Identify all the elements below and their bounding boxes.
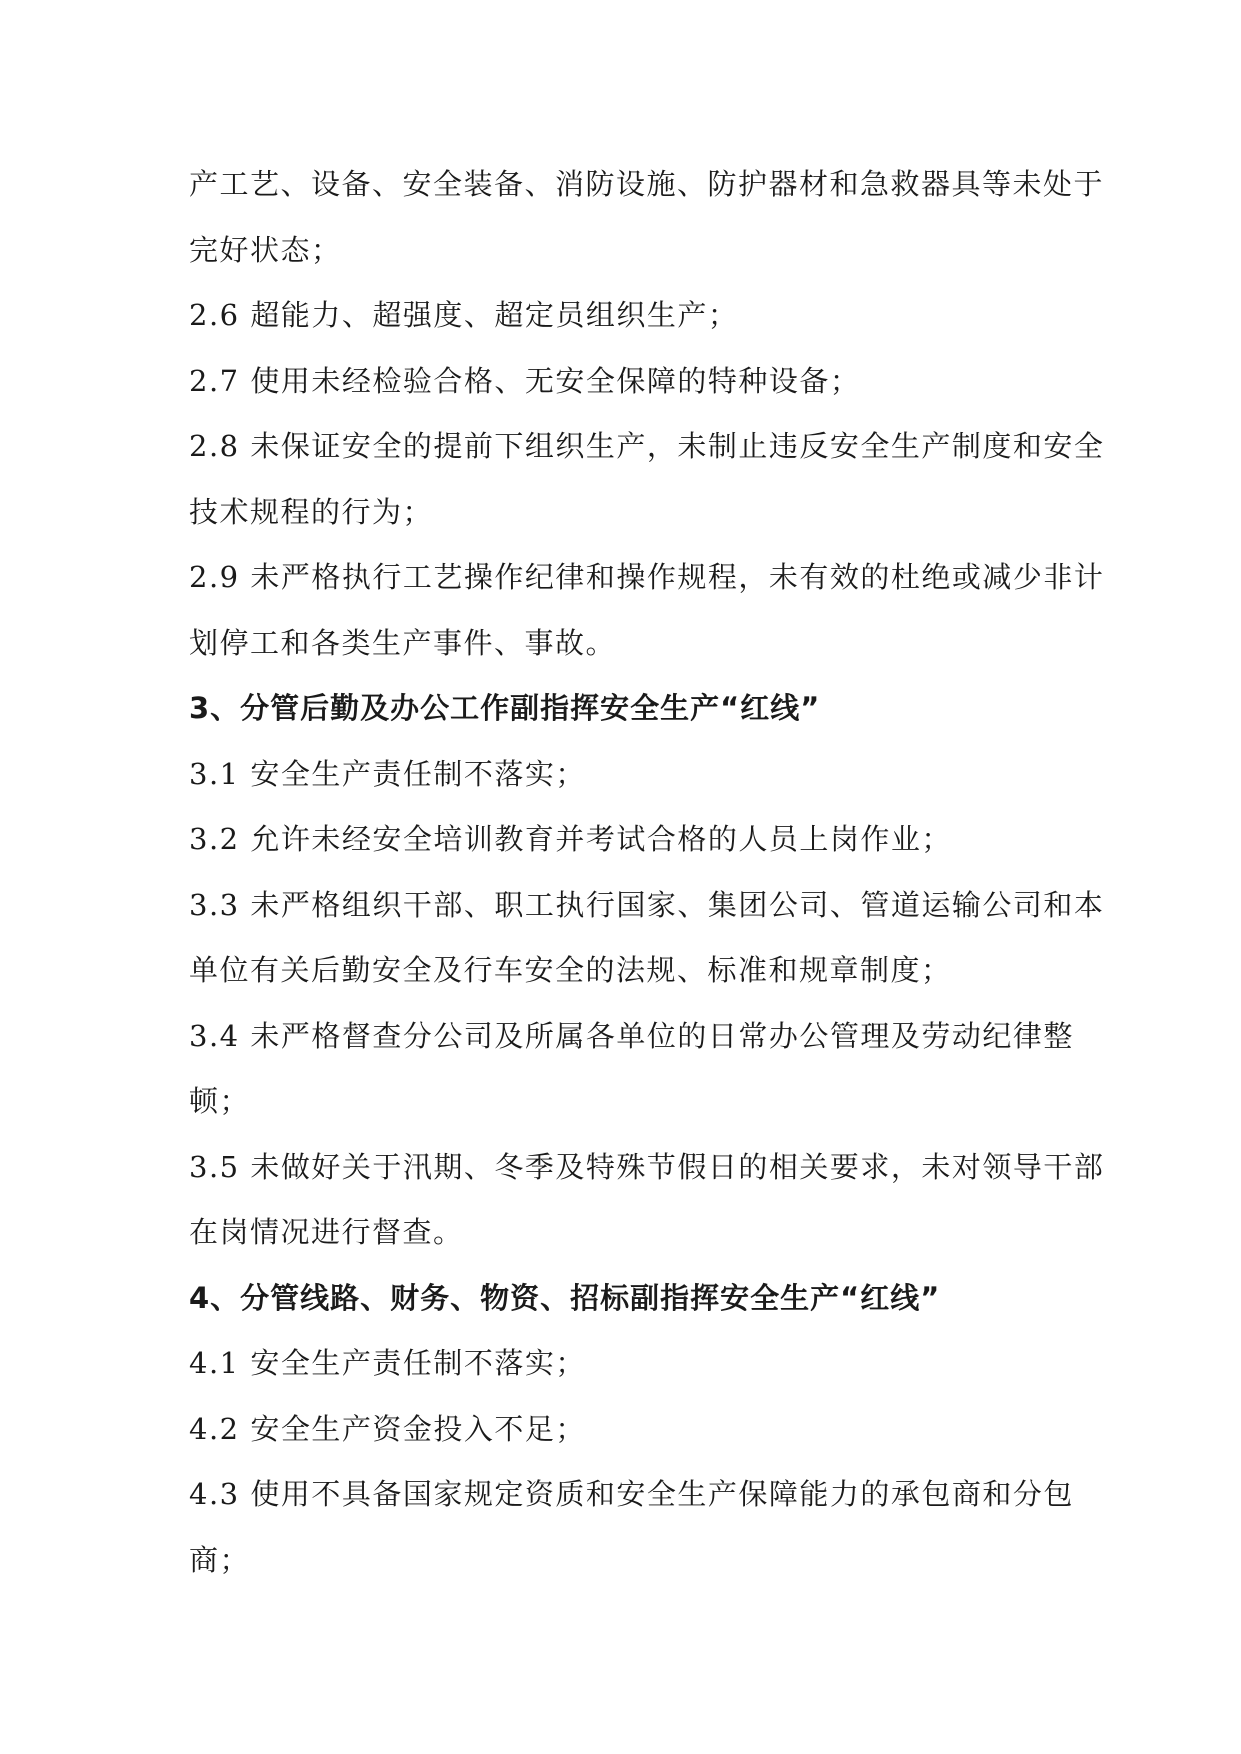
- text-line: 2.8 未保证安全的提前下组织生产，未制止违反安全生产制度和安全: [189, 429, 1105, 463]
- text-line: 完好状态；: [189, 232, 342, 267]
- text-line: 技术规程的行为；: [189, 494, 434, 529]
- section-heading: 3、分管后勤及办公工作副指挥安全生产“红线”: [189, 691, 821, 725]
- text-line: 4.2 安全生产资金投入不足；: [189, 1411, 586, 1446]
- text-line: 2.7 使用未经检验合格、无安全保障的特种设备；: [189, 363, 861, 398]
- text-line: 单位有关后勤安全及行车安全的法规、标准和规章制度；: [189, 953, 952, 987]
- text-line: 4.3 使用不具备国家规定资质和安全生产保障能力的承包商和分包: [189, 1477, 1074, 1511]
- text-line: 3.4 未严格督查分公司及所属各单位的日常办公管理及劳动纪律整: [189, 1018, 1074, 1053]
- text-line: 划停工和各类生产事件、事故。: [189, 625, 617, 660]
- text-line: 商；: [189, 1542, 251, 1577]
- text-line: 3.2 允许未经安全培训教育并考试合格的人员上岗作业；: [189, 822, 952, 856]
- text-line: 产工艺、设备、安全装备、消防设施、防护器材和急救器具等未处于: [189, 167, 1105, 201]
- text-line: 在岗情况进行督查。: [189, 1215, 464, 1249]
- text-line: 3.1 安全生产责任制不落实；: [189, 756, 586, 791]
- text-line: 顿；: [189, 1084, 251, 1118]
- section-heading: 4、分管线路、财务、物资、招标副指挥安全生产“红线”: [189, 1280, 941, 1315]
- text-line: 3.3 未严格组织干部、职工执行国家、集团公司、管道运输公司和本: [189, 887, 1105, 922]
- text-line: 2.9 未严格执行工艺操作纪律和操作规程，未有效的杜绝或减少非计: [189, 560, 1105, 594]
- text-line: 3.5 未做好关于汛期、冬季及特殊节假日的相关要求，未对领导干部: [189, 1149, 1105, 1184]
- text-line: 4.1 安全生产责任制不落实；: [189, 1346, 586, 1380]
- document-body: [189, 152, 1105, 1593]
- text-line: 2.6 超能力、超强度、超定员组织生产；: [189, 298, 739, 332]
